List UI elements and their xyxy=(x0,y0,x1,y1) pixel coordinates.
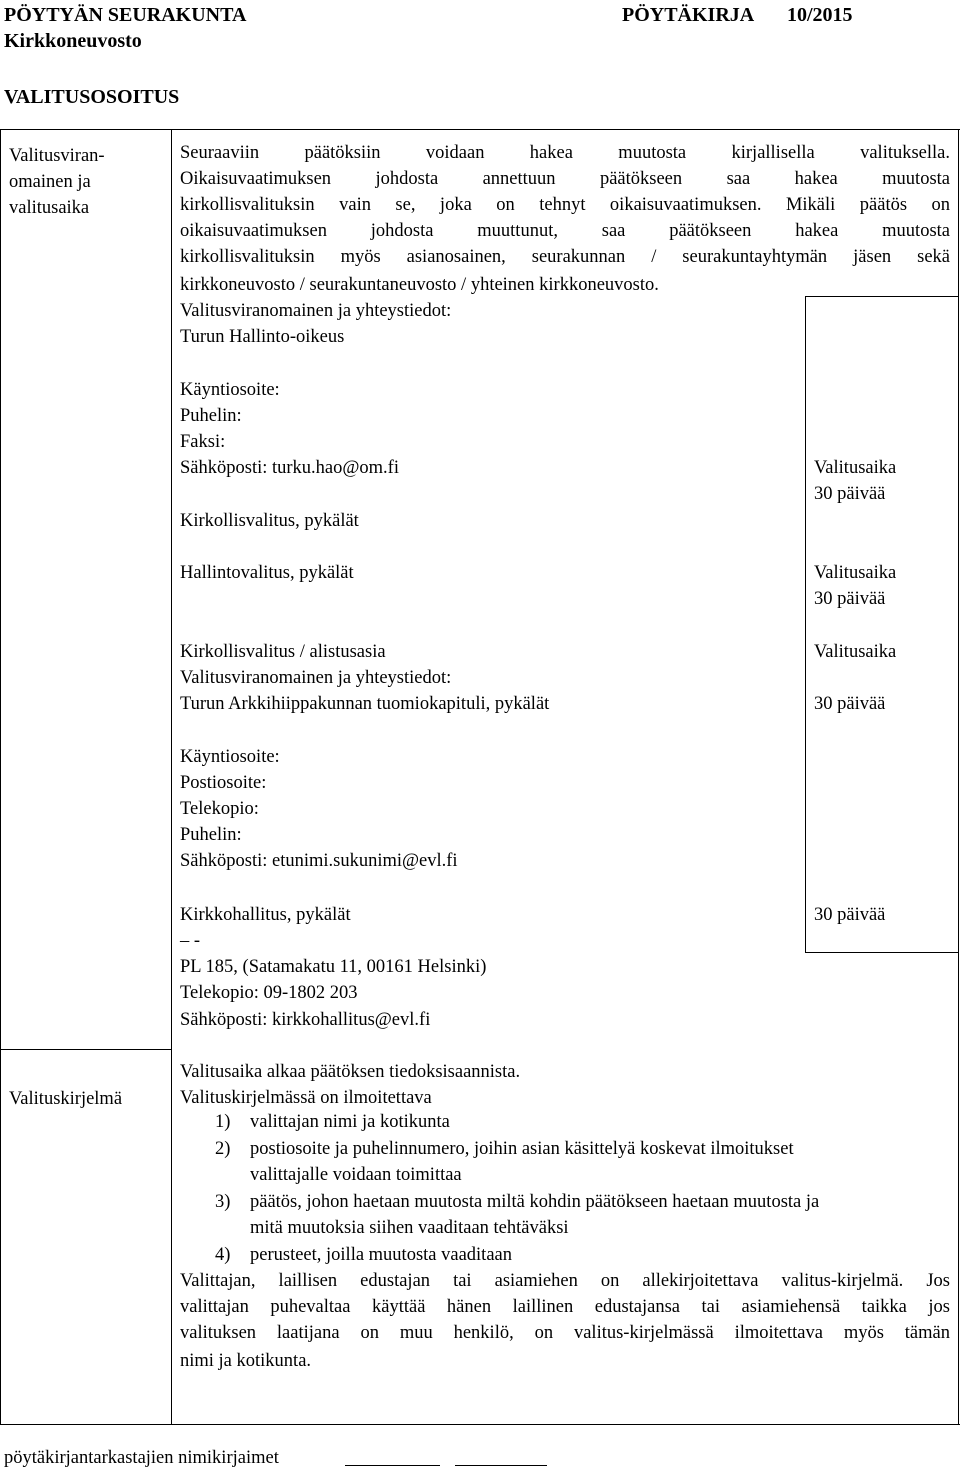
list-item-2-cont: valittajalle voidaan toimittaa xyxy=(250,1165,462,1185)
right-box-top xyxy=(805,296,959,297)
b3-address: PL 185, (Satamakatu 11, 00161 Helsinki) xyxy=(180,957,487,977)
b1-fax: Faksi: xyxy=(180,432,226,452)
b1-authority-name: Turun Hallinto-oikeus xyxy=(180,327,345,347)
b2-telefax: Telekopio: xyxy=(180,799,259,819)
final-line-4: nimi ja kotikunta. xyxy=(180,1351,312,1371)
signature-line-2 xyxy=(455,1465,547,1466)
appeal-period-days-2: 30 päivää xyxy=(814,589,886,609)
appeal-period-label-2: Valitusaika xyxy=(814,563,897,583)
intro-line-5: kirkollisvalituksin myös asianosainen, seurakunnan / seurakuntayhtymän jäsen sekä xyxy=(180,247,950,267)
table-bottom-border xyxy=(0,1424,960,1425)
right-box-left xyxy=(805,296,806,953)
signature-line-1 xyxy=(345,1465,440,1466)
b2-authority-label: Valitusviranomainen ja yhteystiedot: xyxy=(180,668,452,688)
intro-line-4: oikaisuvaatimuksen johdosta muuttunut, saa päätökseen hakea muutosta xyxy=(180,221,950,241)
right-box-bottom xyxy=(805,952,959,953)
footer-initials-label: pöytäkirjantarkastajien nimikirjaimet xyxy=(4,1448,279,1468)
b2-authority-name: Turun Arkkihiippakunnan tuomiokapituli, pykälät xyxy=(180,694,550,714)
letter-period-start: Valitusaika alkaa päätöksen tiedoksisaannista. xyxy=(180,1062,521,1082)
b1-phone: Puhelin: xyxy=(180,406,242,426)
table-left-border xyxy=(0,129,1,1425)
label-authority-1: Valitusviran- xyxy=(9,146,105,166)
b3-telefax: Telekopio: 09-1802 203 xyxy=(180,983,358,1003)
appeal-period-label-3: Valitusaika xyxy=(814,642,897,662)
row-divider xyxy=(0,1049,172,1050)
b1-authority-label: Valitusviranomainen ja yhteystiedot: xyxy=(180,301,452,321)
b2-postal-address: Postiosoite: xyxy=(180,773,267,793)
b1-email: Sähköposti: turku.hao@om.fi xyxy=(180,458,399,478)
list-num-3: 3) xyxy=(215,1192,231,1212)
intro-line-6: kirkkoneuvosto / seurakuntaneuvosto / yhteinen kirkkoneuvosto. xyxy=(180,275,659,295)
b3-title: Kirkkohallitus, pykälät xyxy=(180,905,351,925)
b1-admin-appeal: Hallintovalitus, pykälät xyxy=(180,563,354,583)
list-num-2: 2) xyxy=(215,1139,231,1159)
body-name: Kirkkoneuvosto xyxy=(4,30,142,52)
b1-visit-address: Käyntiosoite: xyxy=(180,380,280,400)
b2-title: Kirkollisvalitus / alistusasia xyxy=(180,642,386,662)
org-name: PÖYTYÄN SEURAKUNTA xyxy=(4,4,247,26)
list-num-4: 4) xyxy=(215,1245,231,1265)
section-title: VALITUSOSOITUS xyxy=(4,86,180,108)
b3-email: Sähköposti: kirkkohallitus@evl.fi xyxy=(180,1010,431,1030)
intro-line-1: Seuraaviin päätöksiin voidaan hakea muutosta kirjallisella valituksella. xyxy=(180,143,950,163)
list-item-3-cont: mitä muutoksia siihen vaaditaan tehtäväksi xyxy=(250,1218,569,1238)
appeal-period-days-3: 30 päivää xyxy=(814,694,886,714)
b1-church-appeal: Kirkollisvalitus, pykälät xyxy=(180,511,359,531)
appeal-period-label-1: Valitusaika xyxy=(814,458,897,478)
list-item-3: päätös, johon haetaan muutosta miltä kohdin päätökseen haetaan muutosta ja xyxy=(250,1192,820,1212)
label-authority-2: omainen ja xyxy=(9,172,91,192)
table-top-border xyxy=(0,129,960,130)
appeal-period-days-4: 30 päivää xyxy=(814,905,886,925)
b2-phone: Puhelin: xyxy=(180,825,242,845)
intro-line-2: Oikaisuvaatimuksen johdosta annettuun päätökseen saa hakea muutosta xyxy=(180,169,950,189)
label-authority-3: valitusaika xyxy=(9,198,90,218)
letter-must-state: Valituskirjelmässä on ilmoitettava xyxy=(180,1088,432,1108)
list-item-1: valittajan nimi ja kotikunta xyxy=(250,1112,450,1132)
column-divider xyxy=(171,129,172,1425)
table-right-border xyxy=(958,129,959,1425)
appeal-period-days-1: 30 päivää xyxy=(814,484,886,504)
b2-email: Sähköposti: etunimi.sukunimi@evl.fi xyxy=(180,851,458,871)
intro-line-3: kirkollisvalituksin vain se, joka on tehnyt oikaisuvaatimuksen. Mikäli päätös on xyxy=(180,195,950,215)
label-letter: Valituskirjelmä xyxy=(9,1089,123,1109)
b3-dash: – - xyxy=(180,931,201,951)
doc-type: PÖYTÄKIRJA xyxy=(622,4,755,26)
final-line-1: Valittajan, laillisen edustajan tai asiamiehen on allekirjoitettava valitus-kirjelmä. Jos xyxy=(180,1271,950,1291)
final-line-3: valituksen laatijana on muu henkilö, on valitus-kirjelmässä ilmoitettava myös tämän xyxy=(180,1323,950,1343)
final-line-2: valittajan puhevaltaa käyttää hänen laillinen edustajansa tai asiamiehensä taikka jos xyxy=(180,1297,950,1317)
b2-visit-address: Käyntiosoite: xyxy=(180,747,280,767)
list-item-4: perusteet, joilla muutosta vaaditaan xyxy=(250,1245,512,1265)
list-num-1: 1) xyxy=(215,1112,231,1132)
list-item-2: postiosoite ja puhelinnumero, joihin asian käsittelyä koskevat ilmoitukset xyxy=(250,1139,794,1159)
doc-number: 10/2015 xyxy=(787,4,853,26)
